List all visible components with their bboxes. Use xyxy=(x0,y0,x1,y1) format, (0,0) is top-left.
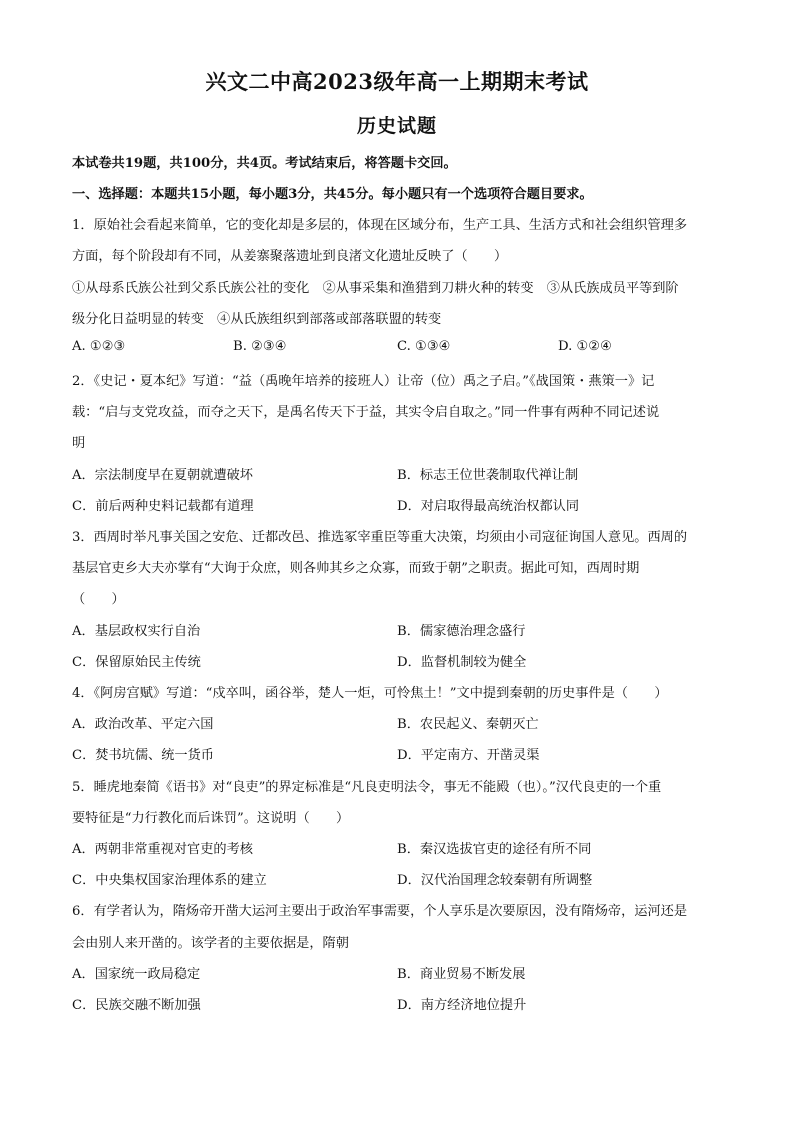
exam-instructions: 本试卷共19题，共100分，共4页。考试结束后，将答题卡交回。 xyxy=(72,156,457,171)
q1-items-line1: ①从母系氏族公社到父系氏族公社的变化 ②从事采集和渔猎到刀耕火种的转变 ③从氏族成员平等到阶 xyxy=(72,281,679,296)
q3-stem-line3: （ ） xyxy=(72,592,125,607)
q5-option-a: A．两朝非常重视对官吏的考核 xyxy=(72,842,253,857)
q6-stem-line1: 6．有学者认为，隋炀帝开凿大运河主要出于政治军事需要，个人享乐是次要原因，没有隋炀帝，运河还是 xyxy=(72,904,688,919)
q5-option-c: C．中央集权国家治理体系的建立 xyxy=(72,873,267,888)
q3-option-b: B．儒家德治理念盛行 xyxy=(397,624,526,639)
q2-stem-line3: 明 xyxy=(72,436,86,451)
q2-option-b: B．标志王位世袭制取代禅让制 xyxy=(397,468,579,483)
q2-option-d: D．对启取得最高统治权都认同 xyxy=(397,499,580,514)
q6-option-d: D．南方经济地位提升 xyxy=(397,998,527,1013)
q3-option-a: A．基层政权实行自治 xyxy=(72,624,201,639)
q5-stem-line2: 要特征是“力行教化而后诛罚”。这说明（ ） xyxy=(72,811,350,826)
q2-option-a: A．宗法制度早在夏朝就遭破坏 xyxy=(72,468,253,483)
subject-title: 历史试题 xyxy=(356,115,437,137)
q1-option-d: D. ①②④ xyxy=(558,339,612,354)
q1-stem-line2: 方面，每个阶段却有不同，从姜寨聚落遗址到良渚文化遗址反映了（ ） xyxy=(72,249,508,264)
q3-option-d: D．监督机制较为健全 xyxy=(397,655,527,670)
q5-stem-line1: 5．睡虎地秦简《语书》对“良吏”的界定标准是“凡良吏明法令，事无不能殿（也）。”汉代良吏的一个重 xyxy=(72,780,662,795)
q1-items-line2: 级分化日益明显的转变 ④从氏族组织到部落或部落联盟的转变 xyxy=(72,312,442,327)
q3-stem-line1: 3．西周时举凡事关国之安危、迁都改邑、推选冢宰重臣等重大决策，均须由小司寇征询国人意见。西周的 xyxy=(72,530,688,545)
q4-option-a: A．政治改革、平定六国 xyxy=(72,717,214,732)
q4-option-d: D．平定南方、开凿灵渠 xyxy=(397,748,540,763)
q6-option-a: A．国家统一政局稳定 xyxy=(72,967,201,982)
q2-option-c: C．前后两种史料记载都有道理 xyxy=(72,499,254,514)
q3-option-c: C．保留原始民主传统 xyxy=(72,655,201,670)
q4-stem-line1: 4．《阿房宫赋》写道：“戍卒叫，函谷举，楚人一炬，可怜焦土！”文中提到秦朝的历史事件是（ ） xyxy=(72,686,668,701)
exam-title: 兴文二中高2023级年高一上期期末考试 xyxy=(205,69,589,94)
section-heading: 一、选择题：本题共15小题，每小题3分，共45分。每小题只有一个选项符合题目要求。 xyxy=(72,187,593,202)
q6-option-c: C．民族交融不断加强 xyxy=(72,998,201,1013)
q6-option-b: B．商业贸易不断发展 xyxy=(397,967,526,982)
q3-stem-line2: 基层官吏乡大夫亦掌有“大询于众庶，则各帅其乡之众寡，而致于朝”之职责。据此可知，西周时期 xyxy=(72,561,640,576)
q1-stem-line1: 1．原始社会看起来简单，它的变化却是多层的，体现在区域分布，生产工具、生活方式和社会组织管理多 xyxy=(72,218,688,233)
q1-option-c: C. ①③④ xyxy=(397,339,451,354)
q5-option-b: B．秦汉选拔官吏的途径有所不同 xyxy=(397,842,592,857)
q5-option-d: D．汉代治国理念较秦朝有所调整 xyxy=(397,873,593,888)
q1-option-a: A. ①②③ xyxy=(72,339,126,354)
q4-option-c: C．焚书坑儒、统一货币 xyxy=(72,748,214,763)
q1-option-b: B. ②③④ xyxy=(233,339,287,354)
q2-stem-line2: 载：“启与支党攻益，而夺之天下，是禹名传天下于益，其实令启自取之。”同一件事有两种不同记述说 xyxy=(72,405,660,420)
q2-stem-line1: 2．《史记・夏本纪》写道：“益（禹晚年培养的接班人）让帝（位）禹之子启。”《战国策・燕策一》记 xyxy=(72,374,655,389)
q6-stem-line2: 会由别人来开凿的。该学者的主要依据是，隋朝 xyxy=(72,936,349,951)
q4-option-b: B．农民起义、秦朝灭亡 xyxy=(397,717,539,732)
